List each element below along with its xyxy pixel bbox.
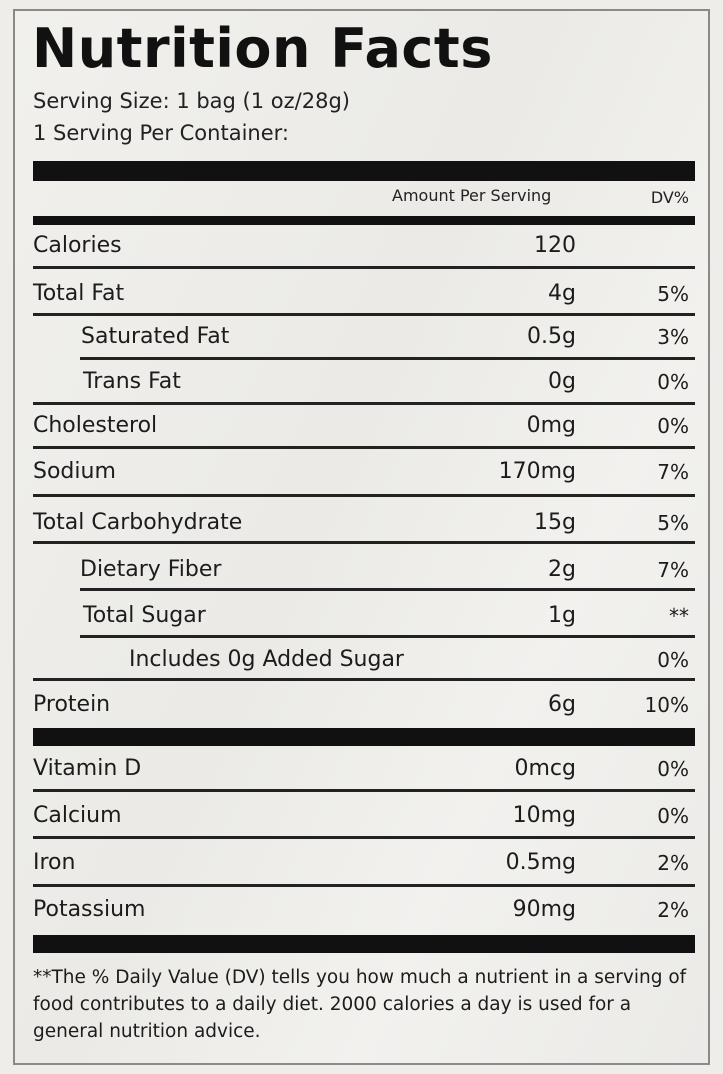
nutrient-dv: 0%: [657, 804, 689, 828]
row-divider: [33, 789, 695, 792]
nutrient-row-added-sugar: [0, 645, 723, 675]
daily-value-footnote: **The % Daily Value (DV) tells you how much a nutrient in a serving of food contributes to a daily diet. 2000 calories a day is used for a general nutrition advice.: [33, 967, 687, 1042]
nutrient-name: Calories: [33, 233, 122, 258]
nutrient-dv: 10%: [644, 693, 689, 717]
vitamin-row-calcium: [0, 801, 723, 831]
nutrient-name: Cholesterol: [33, 413, 158, 438]
row-divider: [33, 494, 695, 497]
nutrient-name: Sodium: [33, 459, 116, 484]
row-divider: [33, 541, 695, 544]
nutrient-row-dietary-fiber: [0, 555, 723, 585]
nutrient-amount: 0mg: [526, 413, 576, 438]
nutrient-name: Saturated Fat: [81, 324, 230, 349]
nutrient-name: Potassium: [33, 897, 146, 922]
nutrient-amount: 0g: [548, 369, 576, 394]
nutrient-amount: 120: [534, 233, 576, 258]
nutrient-name: Dietary Fiber: [80, 557, 222, 582]
nutrient-name: Trans Fat: [83, 369, 181, 394]
vitamin-row-vitamin-d: [0, 754, 723, 784]
thick-divider-header: [33, 216, 695, 225]
nutrient-row-total-carbohydrate: [0, 508, 723, 538]
nutrient-name: Vitamin D: [33, 756, 142, 781]
nutrient-name: Total Sugar: [83, 603, 206, 628]
row-divider: [33, 884, 695, 887]
nutrient-dv: 5%: [657, 282, 689, 306]
row-divider: [33, 836, 695, 839]
nutrient-amount: 15g: [534, 510, 576, 535]
nutrient-dv: 0%: [657, 414, 689, 438]
nutrient-amount: 2g: [548, 557, 576, 582]
nutrient-amount: 170mg: [498, 459, 576, 484]
nutrient-amount: 0mcg: [514, 756, 576, 781]
page-title: Nutrition Facts: [32, 17, 493, 80]
row-divider: [33, 402, 695, 405]
row-divider: [33, 678, 695, 681]
nutrient-dv: 3%: [657, 325, 689, 349]
nutrient-dv: 0%: [657, 648, 689, 672]
row-divider: [33, 313, 695, 316]
nutrient-name: Includes 0g Added Sugar: [129, 647, 404, 672]
nutrient-amount: 10mg: [512, 803, 576, 828]
nutrient-row-trans-fat: [0, 367, 723, 397]
serving-size: Serving Size: 1 bag (1 oz/28g): [33, 89, 350, 113]
nutrient-row-protein: [0, 690, 723, 720]
row-divider: [80, 588, 695, 591]
nutrient-amount: 6g: [548, 692, 576, 717]
nutrient-row-calories: [0, 231, 723, 261]
nutrient-dv: 0%: [657, 757, 689, 781]
nutrient-row-total-sugar: [0, 601, 723, 631]
thick-divider-top: [33, 161, 695, 181]
row-divider: [33, 446, 695, 449]
nutrient-amount: 1g: [548, 603, 576, 628]
row-divider: [80, 635, 695, 638]
row-divider: [80, 357, 695, 360]
nutrient-row-sodium: [0, 457, 723, 487]
row-divider: [33, 266, 695, 269]
nutrient-dv: **: [669, 604, 689, 628]
nutrient-dv: 5%: [657, 511, 689, 535]
nutrient-dv: 0%: [657, 370, 689, 394]
vitamin-row-potassium: [0, 895, 723, 925]
amount-per-serving-header: Amount Per Serving: [392, 186, 552, 205]
nutrient-dv: 2%: [657, 898, 689, 922]
nutrient-amount: 0.5g: [527, 324, 576, 349]
nutrient-name: Iron: [33, 850, 76, 875]
nutrient-dv: 7%: [657, 558, 689, 582]
nutrient-amount: 0.5mg: [505, 850, 576, 875]
nutrient-amount: 4g: [548, 281, 576, 306]
thick-divider-vitamins: [33, 728, 695, 746]
dv-header: DV%: [650, 188, 689, 207]
nutrient-row-total-fat: [0, 279, 723, 309]
nutrient-dv: 2%: [657, 851, 689, 875]
nutrient-dv: 7%: [657, 460, 689, 484]
thick-divider-bottom: [33, 935, 695, 953]
nutrient-name: Total Carbohydrate: [33, 510, 243, 535]
nutrient-name: Protein: [33, 692, 111, 717]
servings-per-container: 1 Serving Per Container:: [33, 121, 289, 145]
vitamin-row-iron: [0, 848, 723, 878]
nutrient-row-cholesterol: [0, 411, 723, 441]
nutrient-name: Calcium: [33, 803, 122, 828]
nutrient-amount: 90mg: [512, 897, 576, 922]
nutrient-row-saturated-fat: [0, 322, 723, 352]
nutrient-name: Total Fat: [33, 281, 125, 306]
